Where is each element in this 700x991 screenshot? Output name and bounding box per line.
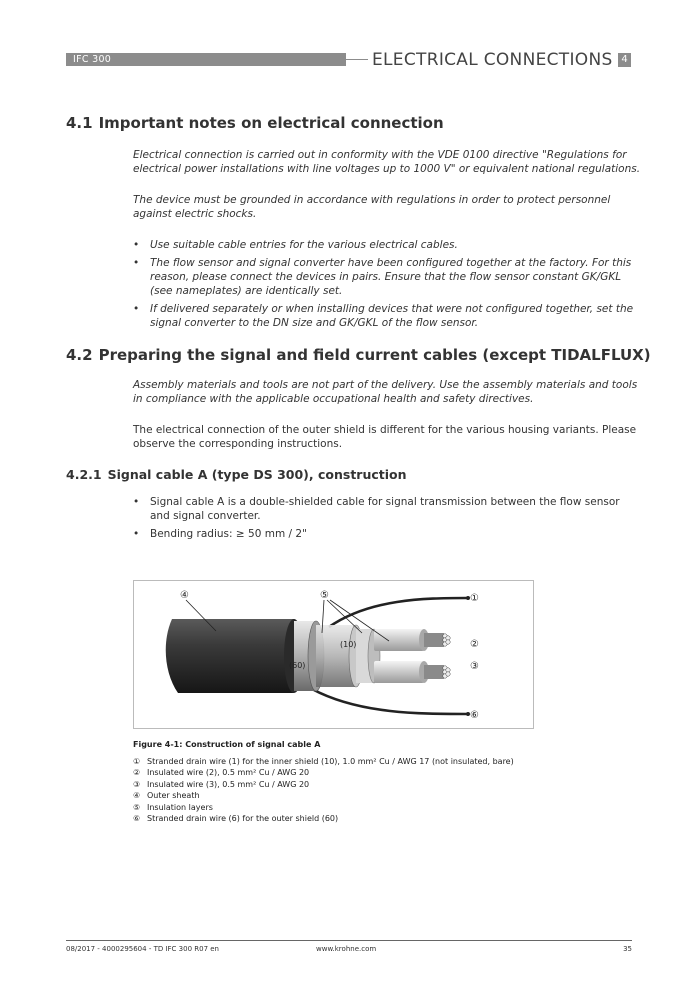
- outer-sheath: [166, 619, 294, 693]
- legend-item: [133, 779, 583, 790]
- figure-caption: Figure 4-1: Construction of signal cable A: [133, 740, 321, 749]
- section-4-2-para-1: Assembly materials and tools are not part of the delivery. Use the assembly materials and tools in compliance with the applicable occupational health and safety directives.: [133, 379, 638, 405]
- section-title: Signal cable A (type DS 300), construction: [107, 467, 407, 482]
- section-4-2-heading: [66, 346, 651, 364]
- header-product-bar: [66, 53, 346, 66]
- footer-page-number: 35: [623, 945, 632, 953]
- drain-wire-6: [312, 689, 467, 714]
- drain-wire-1: [329, 598, 467, 627]
- bullet-icon: •: [133, 239, 140, 251]
- label-inner-shield: (10): [340, 640, 357, 649]
- header-chapter-title: ELECTRICAL CONNECTIONS: [372, 50, 613, 70]
- legend-text: Stranded drain wire (6) for the outer shield (60): [147, 814, 339, 824]
- list-item-text: Signal cable A is a double-shielded cable for signal transmission between the flow sensor and signal converter.: [150, 496, 620, 522]
- insulated-wire-2: [374, 629, 424, 651]
- list-item-text: If delivered separately or when installing devices that were not configured together, set the signal converter to the DN size and GK/GKL of the flow sensor.: [150, 303, 634, 329]
- legend-marker: ④: [133, 791, 141, 801]
- header-product: IFC 300: [73, 54, 112, 65]
- callout-3: ③: [470, 661, 479, 672]
- page-footer: [66, 940, 632, 953]
- legend-item: [133, 790, 583, 801]
- callout-4: ④: [180, 590, 189, 601]
- insulated-wire-3: [374, 661, 424, 683]
- legend-item: [133, 802, 583, 813]
- legend-text: Insulated wire (2), 0.5 mm² Cu / AWG 20: [147, 768, 310, 778]
- header-divider: [346, 59, 368, 60]
- legend-marker: ③: [133, 779, 141, 789]
- section-4-2-1-heading: [66, 467, 407, 482]
- bullet-icon: •: [133, 257, 140, 269]
- section-number: 4.2: [66, 346, 93, 364]
- legend-text: Stranded drain wire (1) for the inner shield (10), 1.0 mm² Cu / AWG 17 (not insulated, bare): [147, 757, 514, 766]
- section-4-2-para-2: The electrical connection of the outer shield is different for the various housing variants. Please observe the corresponding instructions.: [133, 424, 637, 450]
- section-4-1-heading: [66, 114, 444, 132]
- legend-marker: ②: [133, 768, 141, 778]
- legend-text: Insulation layers: [147, 802, 213, 812]
- section-title: Important notes on electrical connection: [98, 114, 444, 132]
- bullet-icon: •: [133, 496, 140, 508]
- legend-marker: ①: [133, 757, 141, 766]
- header-chapter-number: 4: [618, 53, 631, 67]
- label-outer-shield: (60): [289, 661, 306, 670]
- section-number: 4.1: [66, 114, 93, 132]
- legend-item: [133, 756, 583, 767]
- callout-6: ⑥: [470, 710, 479, 721]
- footer-doc-id: 08/2017 - 4000295604 - TD IFC 300 R07 en: [66, 945, 219, 953]
- figure-legend: [133, 756, 583, 824]
- section-title: Preparing the signal and field current cables (except TIDALFLUX): [98, 346, 651, 364]
- legend-item: [133, 813, 583, 824]
- list-item-text: Bending radius: ≥ 50 mm / 2": [150, 528, 307, 540]
- cable-illustration: [134, 581, 534, 729]
- legend-text: Outer sheath: [147, 791, 200, 801]
- legend-text: Insulated wire (3), 0.5 mm² Cu / AWG 20: [147, 779, 310, 789]
- bullet-icon: •: [133, 303, 140, 315]
- cable-figure: [133, 580, 534, 729]
- legend-marker: ⑤: [133, 802, 141, 812]
- section-4-1-para-1: Electrical connection is carried out in conformity with the VDE 0100 directive "Regulations for electrical power installations with line voltages up to 1000 V" or equivalent national regulations.: [133, 149, 641, 175]
- callout-2: ②: [470, 639, 479, 650]
- footer-website: www.krohne.com: [316, 945, 377, 953]
- bullet-icon: •: [133, 528, 140, 540]
- callout-5: ⑤: [320, 590, 329, 601]
- callout-1: ①: [470, 593, 479, 604]
- list-item-text: The flow sensor and signal converter have been configured together at the factory. For this reason, please connect the devices in pairs. Ensure that the flow sensor constant GK/GKL (see nameplates) are identically set.: [150, 257, 632, 297]
- legend-item: [133, 767, 583, 778]
- legend-marker: ⑥: [133, 814, 141, 824]
- section-4-1-para-2: The device must be grounded in accordance with regulations in order to protect personnel against electric shocks.: [133, 194, 611, 220]
- section-number: 4.2.1: [66, 467, 102, 482]
- list-item-text: Use suitable cable entries for the various electrical cables.: [150, 239, 458, 251]
